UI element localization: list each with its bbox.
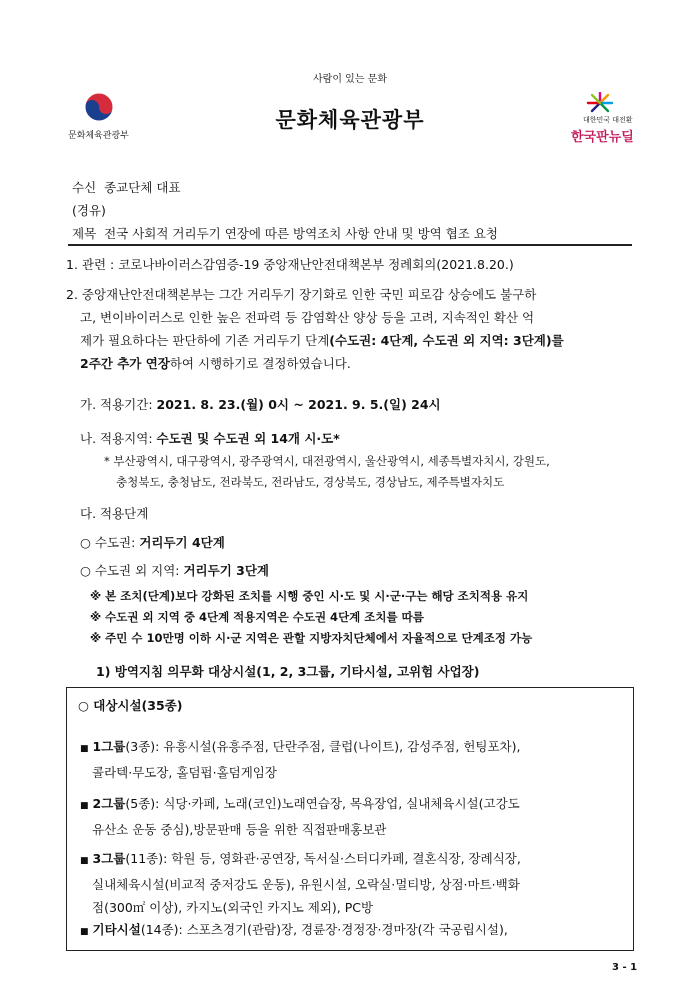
non-capital-stage-value: 거리두기 3단계 [183,563,269,578]
group-2-text: (5종): 식당·카페, 노래(코인)노래연습장, 목욕장업, 실내체육시설(고강도 [125,796,520,811]
group-2-label: 2그룹 [92,796,126,811]
group-other-line [80,918,628,944]
region-row [80,427,660,450]
group-3-line [80,847,628,873]
group-2-line [80,792,628,818]
notes [90,586,670,649]
via-row: (경유) [72,203,106,218]
section-1-title: 1) 방역지침 의무화 대상시설(1, 2, 3그룹, 기타시설, 고위험 사업장) [96,664,480,679]
item-2-bold: (수도권: 4단계, 수도권 외 지역: 3단계)를 [329,333,564,348]
period-row [80,393,660,416]
region-value: 수도권 및 수도권 외 14개 시·도* [156,431,340,446]
group-other-text: (14종): 스포츠경기(관람)장, 경륜장·경정장·경마장(각 국공립시설), [140,922,508,937]
stage-heading: 다. 적용단계 [80,506,149,521]
capital-stage-row [80,531,660,554]
recipient-value: 종교단체 대표 [104,180,181,195]
group-3-label: 3그룹 [92,851,126,866]
item-2-line: 고, 변이바이러스로 인한 높은 전파력 등 감염확산 양상 등을 고려, 지속적인 확산 억 [80,310,535,325]
subject-value: 전국 사회적 거리두기 연장에 따른 방역조치 사항 안내 및 방역 협조 요청 [104,226,498,241]
new-deal-title: 한국판뉴딜 [571,130,634,145]
subject-row [72,224,498,242]
item-2-text: 제가 필요하다는 판단하에 기존 거리두기 단계 [80,333,330,348]
region-note [104,451,684,493]
group-2 [80,792,628,841]
group-1-text: (3종): 유흥시설(유흥주점, 단란주점, 클럽(나이트), 감성주점, 헌팅포차), [125,739,521,754]
square-bullet-icon: ■ [80,927,89,937]
region-label: 나. 적용지역: [80,431,153,446]
period-label: 가. 적용기간: [80,397,153,412]
region-note-line: 충청북도, 충청남도, 전라북도, 전라남도, 경상북도, 경상남도, 제주특별자치도 [116,475,505,489]
subject-label: 제목 [72,226,97,241]
capital-stage-label: ○ 수도권: [80,535,136,550]
item-2-line: 2. 중앙재난안전대책본부는 그간 거리두기 장기화로 인한 국민 피로감 상승에도 불구하 [66,287,537,302]
note-item: ※ 수도권 외 지역 중 4단계 적용지역은 수도권 4단계 조치를 따름 [90,610,424,624]
item-1: 1. 관련 : 코로나바이러스감염증-19 중앙재난안전대책본부 정례회의(2021.8.20.) [66,257,514,272]
square-bullet-icon: ■ [80,744,89,754]
non-capital-stage-row [80,559,660,582]
recipient-row [72,178,181,196]
group-1 [80,735,628,784]
facilities-title: ○ 대상시설(35종) [78,698,183,713]
group-1-label: 1그룹 [92,739,126,754]
group-3 [80,847,628,919]
group-1-line [80,735,628,761]
period-value: 2021. 8. 23.(월) 0시 ~ 2021. 9. 5.(일) 24시 [156,397,441,412]
recipient-label: 수신 [72,180,97,195]
group-1-line: 콜라텍·무도장, 홀덤펍·홀덤게임장 [92,765,277,780]
region-note-line: * 부산광역시, 대구광역시, 광주광역시, 대전광역시, 울산광역시, 세종특별자치시, 강원도, [104,454,550,468]
new-deal-logo-icon [586,92,614,114]
non-capital-stage-label: ○ 수도권 외 지역: [80,563,180,578]
square-bullet-icon: ■ [80,856,89,866]
group-2-line: 유산소 운동 중심),방문판매 등을 위한 직접판매홍보관 [92,822,387,837]
group-other-label: 기타시설 [92,922,141,937]
item-2-line [66,329,646,352]
group-3-line: 실내체육시설(비교적 중저강도 운동), 유원시설, 오락실·멀티방, 상점·마트·백화 [92,877,520,892]
capital-stage-value: 거리두기 4단계 [139,535,225,550]
emblem-caption: 문화체육관광부 [68,131,129,141]
item-2-line [66,352,646,375]
item-2 [66,283,646,375]
square-bullet-icon: ■ [80,801,89,811]
note-item: ※ 본 조치(단계)보다 강화된 조치를 시행 중인 시·도 및 시·군·구는 해당 조치적용 유지 [90,589,529,603]
group-other [80,918,628,944]
group-3-line: 점(300㎡ 이상), 카지노(외국인 카지노 제외), PC방 [92,900,374,915]
subject-divider [68,244,632,246]
slogan: 사람이 있는 문화 [313,74,387,85]
org-name: 문화체육관광부 [275,108,425,132]
item-2-text: 하여 시행하기로 결정하였습니다. [169,356,351,371]
note-item: ※ 주민 수 10만명 이하 시·군 지역은 관할 지방자치단체에서 자율적으로 단계조정 가능 [90,631,533,645]
page-number: 3 - 1 [612,962,638,973]
group-3-text: (11종): 학원 등, 영화관·공연장, 독서실·스터디카페, 결혼식장, 장례식장, [125,851,521,866]
new-deal-subtitle: 대한민국 대전환 [583,116,633,124]
item-2-bold: 2주간 추가 연장 [80,356,170,371]
